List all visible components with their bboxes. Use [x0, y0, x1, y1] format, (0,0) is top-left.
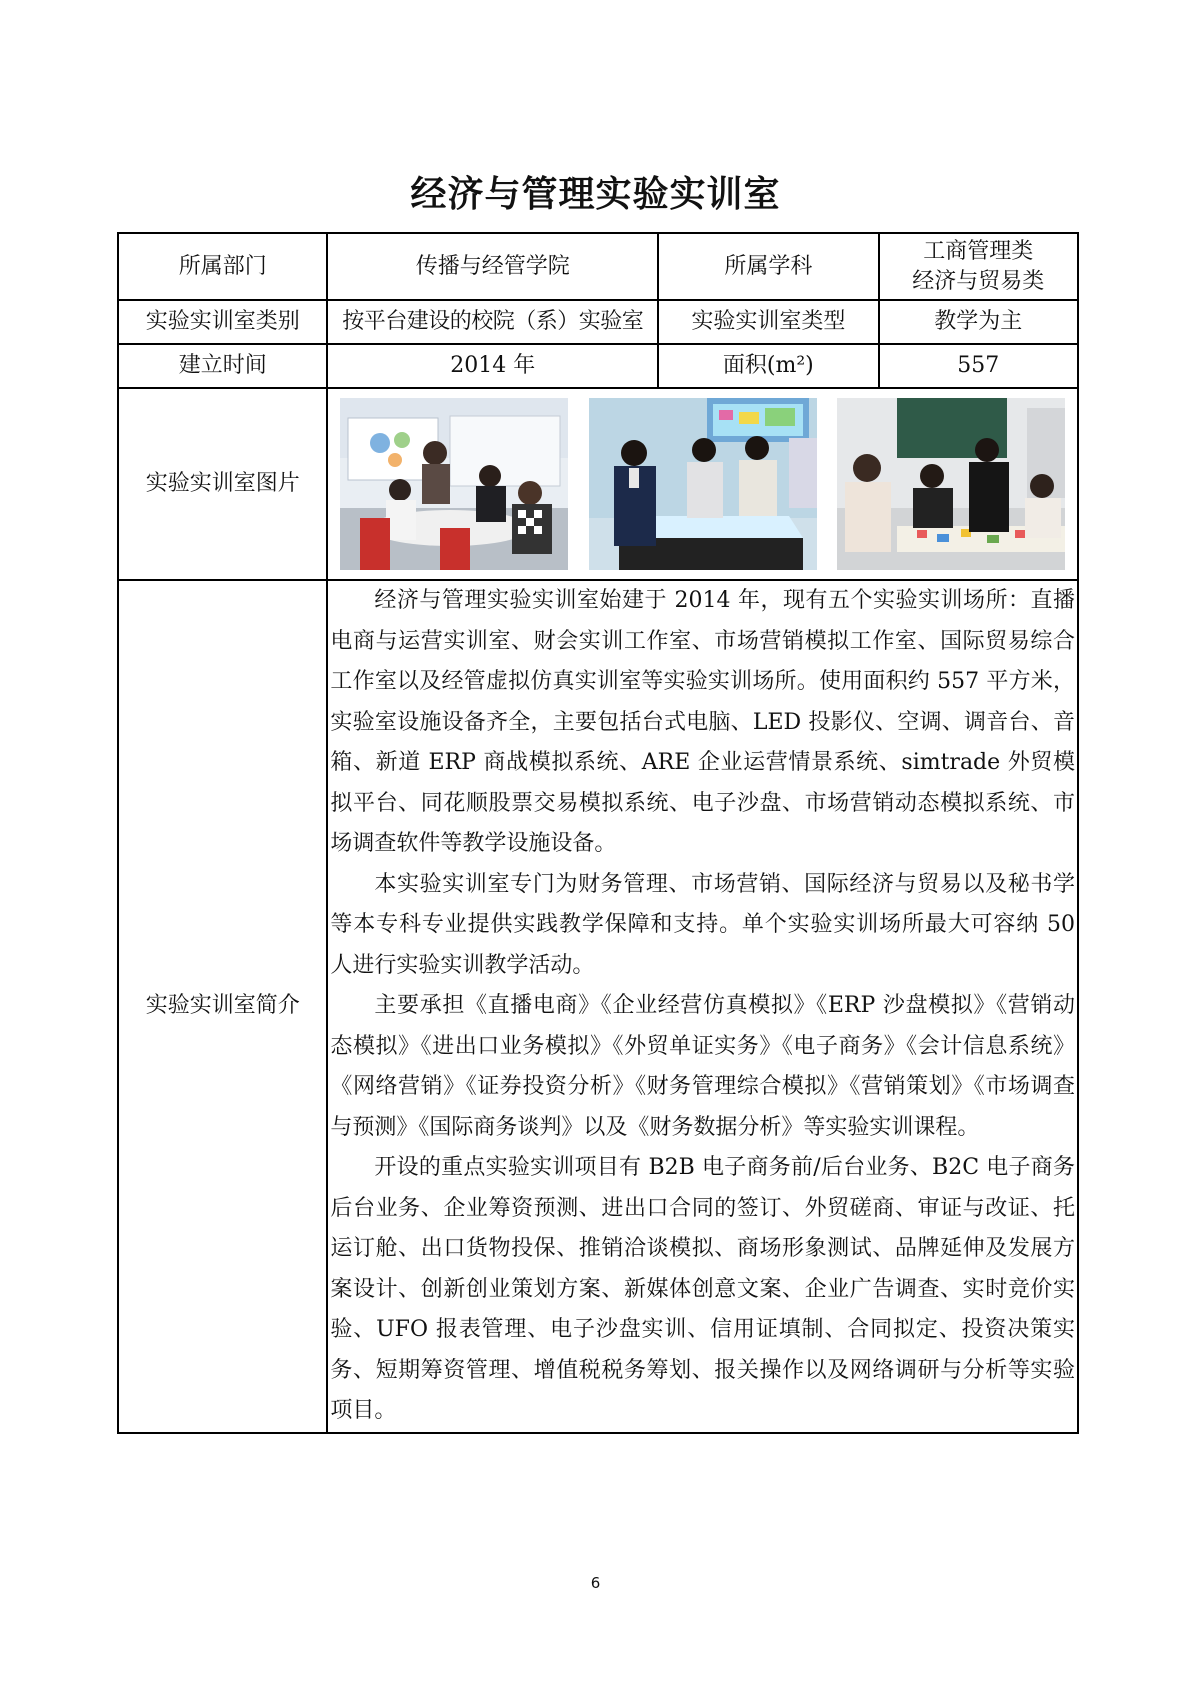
page-title: 经济与管理实验实训室	[410, 174, 781, 215]
dept-value: 传播与经管学院	[327, 233, 658, 300]
lab-photo-2	[589, 398, 817, 570]
area-label: 面积(m²)	[658, 344, 878, 388]
founded-value: 2014 年	[327, 344, 658, 388]
lab-photo-1	[340, 398, 568, 570]
table-row	[118, 233, 1078, 300]
subject-label: 所属学科	[658, 233, 878, 300]
page-number: 6	[590, 1574, 601, 1592]
photos-label: 实验实训室图片	[118, 388, 327, 580]
subject-value-1: 工商管理类	[923, 238, 1034, 264]
table-row	[118, 388, 1078, 580]
subject-value-2: 经济与贸易类	[912, 268, 1045, 294]
lab-photo-3	[837, 398, 1065, 570]
type-label: 实验实训室类型	[658, 300, 878, 344]
area-value: 557	[879, 344, 1078, 388]
photos-cell	[327, 388, 1078, 580]
founded-label: 建立时间	[118, 344, 327, 388]
intro-paragraph-1: 经济与管理实验实训室始建于 2014 年，现有五个实验实训场所：直播电商与运营实训室、财会实训工作室、市场营销模拟工作室、国际贸易综合工作室以及经管虚拟仿真实训室等实验实训场所。使用面积约 557 平方米，实验室设施设备齐全，主要包括台式电脑、LED 投影仪、空调、调音台、音箱、新道 ERP 商战模拟系统、ARE 企业运营情景系统、simtrade 外贸模拟平台、同花顺股票交易模拟系统、电子沙盘、市场营销动态模拟系统、市场调查软件等教学设施设备。	[330, 588, 1075, 856]
dept-label: 所属部门	[118, 233, 327, 300]
category-label: 实验实训室类别	[118, 300, 327, 344]
table-row	[118, 300, 1078, 344]
intro-paragraph-3: 主要承担《直播电商》《企业经营仿真模拟》《ERP 沙盘模拟》《营销动态模拟》《进出口业务模拟》《外贸单证实务》《电子商务》《会计信息系统》《网络营销》《证券投资分析》《财务管理综合模拟》《营销策划》《市场调查与预测》《国际商务谈判》以及《财务数据分析》等实验实训课程。	[330, 993, 1075, 1140]
lab-info-table	[117, 232, 1079, 1434]
category-value: 按平台建设的校院（系）实验室	[327, 300, 658, 344]
intro-paragraph-2: 本实验实训室专门为财务管理、市场营销、国际经济与贸易以及秘书学等本专科专业提供实践教学保障和支持。单个实验实训场所最大可容纳 50 人进行实验实训教学活动。	[330, 871, 1075, 978]
intro-label: 实验实训室简介	[118, 580, 327, 1433]
subject-value	[879, 233, 1078, 300]
intro-paragraph-4: 开设的重点实验实训项目有 B2B 电子商务前/后台业务、B2C 电子商务后台业务、企业筹资预测、进出口合同的签订、外贸磋商、审证与改证、托运订舱、出口货物投保、推销洽谈模拟、商场形象测试、品牌延伸及发展方案设计、创新创业策划方案、新媒体创意文案、企业广告调查、实时竞价实验、UFO 报表管理、电子沙盘实训、信用证填制、合同拟定、投资决策实务、短期筹资管理、增值税税务筹划、报关操作以及网络调研与分析等实验项目。	[330, 1155, 1075, 1423]
intro-text	[327, 580, 1078, 1433]
table-row	[118, 580, 1078, 1433]
type-value: 教学为主	[879, 300, 1078, 344]
table-row	[118, 344, 1078, 388]
